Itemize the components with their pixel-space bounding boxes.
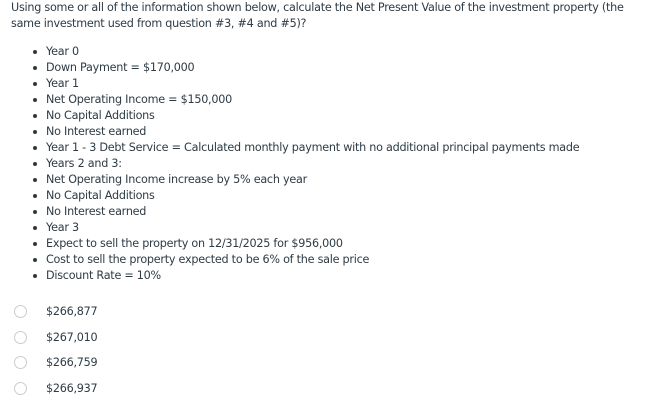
detail-text: No Interest earned (46, 125, 147, 138)
list-item (0, 188, 579, 204)
detail-text: Year 1 (46, 77, 79, 90)
list-item (0, 108, 579, 124)
bullet-icon (33, 50, 37, 54)
list-item (0, 92, 579, 108)
bullet-icon (33, 114, 37, 118)
detail-text: Years 2 and 3: (46, 157, 122, 170)
list-item (0, 76, 579, 92)
list-item (0, 236, 579, 252)
bullet-icon (33, 66, 37, 70)
detail-text: No Capital Additions (46, 109, 155, 122)
list-item (0, 124, 579, 140)
bullet-icon (33, 194, 37, 198)
radio-button[interactable] (14, 305, 27, 318)
answer-label[interactable]: $266,937 (46, 381, 98, 395)
detail-text: Expect to sell the property on 12/31/2025 for $956,000 (46, 237, 343, 250)
bullet-icon (33, 242, 37, 246)
bullet-icon (33, 226, 37, 230)
list-item (0, 172, 579, 188)
bullet-icon (33, 178, 37, 182)
bullet-icon (33, 146, 37, 150)
detail-text: Year 0 (46, 45, 79, 58)
radio-button[interactable] (14, 331, 27, 344)
radio-button[interactable] (14, 382, 27, 395)
detail-text: No Interest earned (46, 205, 147, 218)
detail-text: No Capital Additions (46, 189, 155, 202)
question-text: Using some or all of the information shown below, calculate the Net Present Value of the investment property (the same investment used from question #3, #4 and #5)? (11, 1, 624, 30)
detail-text: Down Payment = $170,000 (46, 61, 195, 74)
list-item (0, 252, 579, 268)
detail-text: Net Operating Income increase by 5% each year (46, 173, 307, 186)
answer-label[interactable]: $266,877 (46, 305, 98, 318)
bullet-icon (33, 210, 37, 214)
list-item (0, 220, 579, 236)
detail-text: Year 3 (46, 221, 79, 234)
list-item (0, 140, 579, 156)
bullet-icon (33, 274, 37, 278)
list-item (0, 156, 579, 172)
list-item (0, 44, 579, 60)
bullet-icon (33, 98, 37, 102)
detail-text: Year 1 - 3 Debt Service = Calculated monthly payment with no additional principal payments made (46, 141, 580, 154)
answer-label[interactable]: $266,759 (46, 356, 98, 369)
bullet-icon (33, 162, 37, 166)
radio-button[interactable] (14, 356, 27, 369)
bullet-icon (33, 82, 37, 86)
detail-text: Discount Rate = 10% (46, 269, 161, 282)
detail-text: Net Operating Income = $150,000 (46, 93, 232, 106)
details-list (0, 44, 579, 284)
detail-text: Cost to sell the property expected to be 6% of the sale price (46, 253, 370, 266)
bullet-icon (33, 130, 37, 134)
list-item (0, 204, 579, 220)
list-item (0, 60, 579, 76)
list-item (0, 268, 579, 284)
answer-label[interactable]: $267,010 (46, 330, 98, 344)
bullet-icon (33, 258, 37, 262)
